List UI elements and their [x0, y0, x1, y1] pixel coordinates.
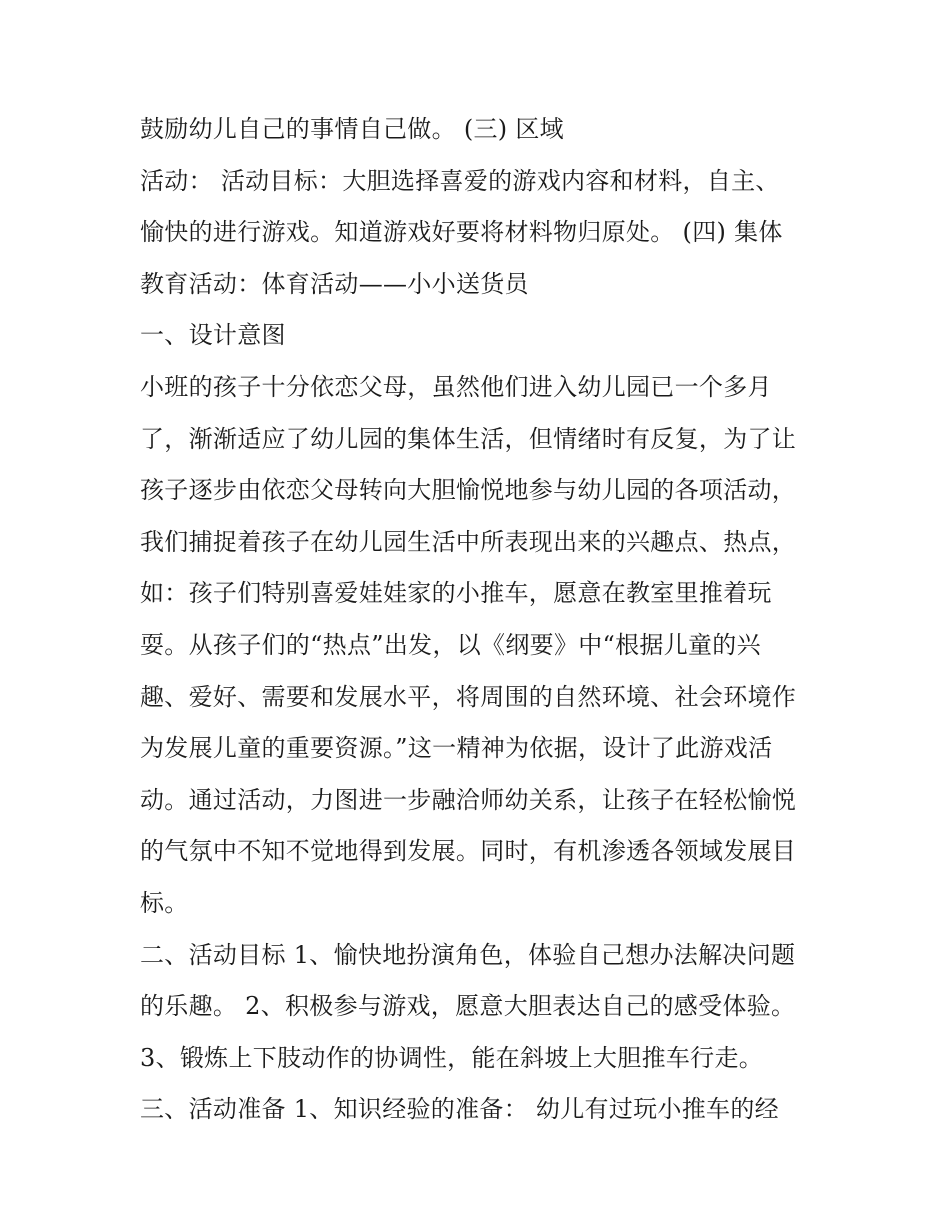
text-line: 如：孩子们特别喜爱娃娃家的小推车，愿意在教室里推着玩 — [140, 579, 772, 608]
text-line: 活动： 活动目标：大胆选择喜爱的游戏内容和材料，自主、 — [140, 166, 780, 195]
text-line: 动。通过活动，力图进一步融洽师幼关系，让孩子在轻松愉悦 — [140, 785, 797, 814]
text-line: 为发展儿童的重要资源。”这一精神为依据，设计了此游戏活 — [140, 734, 773, 763]
text-line: 教育活动：体育活动——小小送货员 — [140, 269, 529, 298]
text-line: 的乐趣。 2、积极参与游戏，愿意大胆表达自己的感受体验。 — [140, 992, 796, 1021]
text-line: 我们捕捉着孩子在幼儿园生活中所表现出来的兴趣点、热点， — [140, 527, 797, 556]
text-line: 耍。从孩子们的“热点”出发，以《纲要》中“根据儿童的兴 — [140, 630, 761, 659]
text-line: 3、锻炼上下肢动作的协调性，能在斜坡上大胆推车行走。 — [140, 1043, 764, 1072]
text-line: 了，渐渐适应了幼儿园的集体生活，但情绪时有反复，为了让 — [140, 424, 797, 453]
text-line: 标。 — [140, 888, 189, 917]
section-heading: 一、设计意图 — [140, 321, 286, 350]
text-line: 孩子逐步由依恋父母转向大胆愉悦地参与幼儿园的各项活动， — [140, 476, 797, 505]
section-heading: 二、活动目标 1、愉快地扮演角色，体验自己想办法解决问题 — [140, 940, 796, 969]
text-line: 的气氛中不知不觉地得到发展。同时，有机渗透各领域发展目 — [140, 837, 797, 866]
text-line: 鼓励幼儿自己的事情自己做。 (三) 区域 — [140, 115, 564, 143]
text-line: 愉快的进行游戏。知道游戏好要将材料物归原处。 (四) 集体 — [140, 218, 783, 247]
text-line: 小班的孩子十分依恋父母，虽然他们进入幼儿园已一个多月 — [140, 372, 772, 401]
document-body — [140, 104, 820, 1136]
text-line: 趣、爱好、需要和发展水平，将周围的自然环境、社会环境作 — [140, 682, 797, 711]
section-heading: 三、活动准备 1、知识经验的准备： 幼儿有过玩小推车的经 — [140, 1095, 779, 1124]
